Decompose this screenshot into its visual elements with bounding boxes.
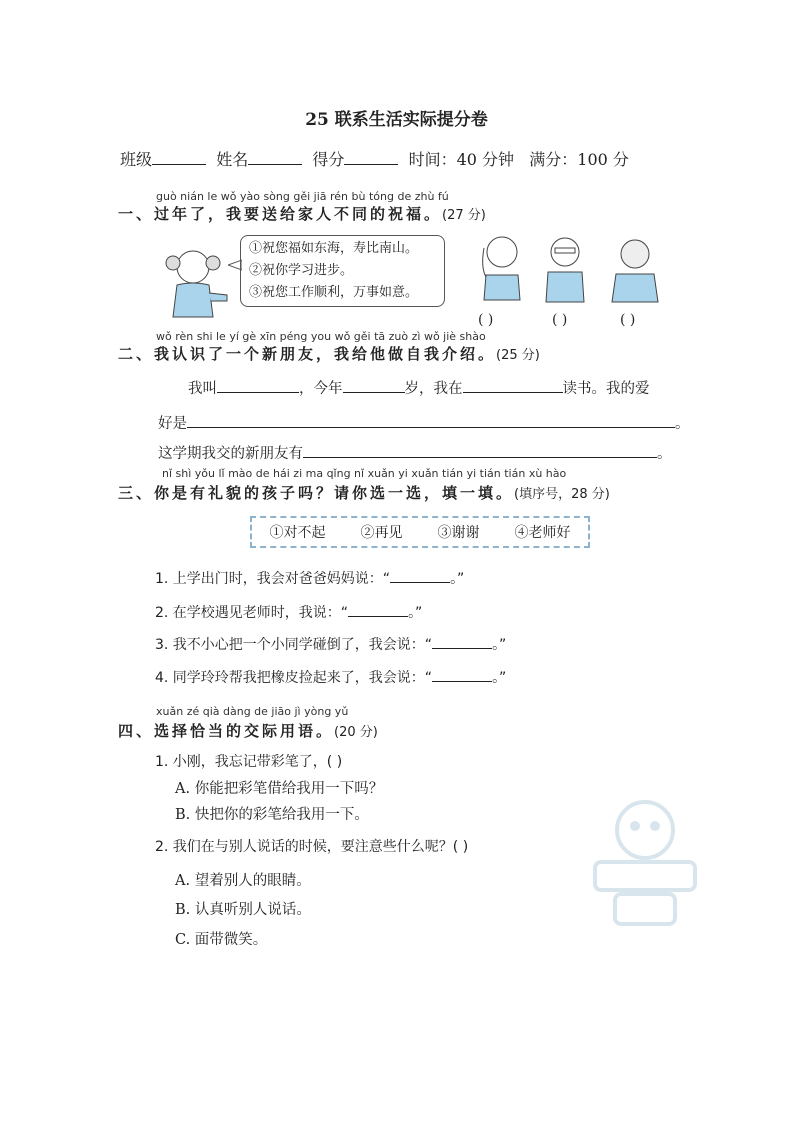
text: 。	[657, 446, 672, 462]
wish-3: ③祝您工作顺利，万事如意。	[249, 285, 419, 300]
heading-text: 三、你是有礼貌的孩子吗？请你选一选，填一填。	[118, 484, 515, 502]
text: 。”	[492, 670, 507, 686]
text: 。”	[408, 605, 423, 621]
text: 岁，我在	[404, 381, 463, 397]
option-4: ④老师好	[514, 525, 571, 541]
q2-option-c[interactable]: C. 面带微笑。	[175, 932, 268, 948]
heading-text: 一、过年了，我要送给家人不同的祝福。	[118, 205, 443, 223]
class-blank[interactable]	[152, 150, 206, 165]
intro-line-3	[158, 442, 672, 463]
text: 。	[675, 416, 690, 432]
answer-blank[interactable]	[390, 568, 450, 583]
text: 4. 同学玲玲帮我把橡皮捡起来了，我会说：“	[155, 670, 433, 686]
answer-blank[interactable]	[432, 634, 492, 649]
wish-2: ②祝你学习进步。	[249, 263, 354, 278]
fill-item-3	[155, 634, 506, 654]
name-blank[interactable]	[248, 150, 302, 165]
question-1[interactable]: 1. 小刚，我忘记带彩笔了，( )	[155, 754, 343, 770]
fill-item-2	[155, 602, 422, 622]
name-label: 姓名	[216, 150, 249, 169]
text: 。”	[492, 637, 507, 653]
section4-pinyin: xuǎn zé qià dàng de jiāo jì yòng yǔ	[156, 705, 349, 718]
name-fill[interactable]	[217, 378, 299, 393]
class-label: 班级	[120, 150, 153, 169]
points: (27 分)	[442, 208, 486, 223]
father-figure	[546, 238, 584, 302]
question-2[interactable]: 2. 我们在与别人说话的时候，要注意些什么呢？( )	[155, 839, 469, 855]
q1-option-a[interactable]: A. 你能把彩笔借给我用一下吗？	[175, 781, 384, 797]
heading-text: 四、选择恰当的交际用语。	[118, 722, 335, 740]
section3-pinyin: nǐ shì yǒu lǐ mào de hái zi ma qǐng nǐ xuǎn yi xuǎn tián yi tián tián xù hào	[162, 467, 567, 480]
full-score-text: 满分：100 分	[529, 150, 629, 169]
text: 读书。我的爱	[562, 381, 650, 397]
text: 好是	[158, 416, 187, 432]
family-illustrations	[470, 230, 680, 305]
points: (填序号，28 分)	[514, 487, 610, 502]
score-blank[interactable]	[344, 150, 398, 165]
fill-item-1	[155, 568, 464, 588]
info-line	[120, 147, 629, 170]
intro-line-2	[158, 412, 690, 433]
text: 1. 上学出门时，我会对爸爸妈妈说：“	[155, 571, 391, 587]
time-text: 时间：40 分钟	[408, 150, 515, 169]
school-fill[interactable]	[463, 378, 563, 393]
text: 。”	[450, 571, 465, 587]
answer-paren-girl[interactable]: ( )	[478, 312, 494, 328]
q1-option-b[interactable]: B. 快把你的彩笔给我用一下。	[175, 807, 369, 823]
hobby-fill[interactable]	[187, 413, 675, 428]
text: 3. 我不小心把一个小同学碰倒了，我会说：“	[155, 637, 433, 653]
section4-heading	[118, 720, 378, 741]
girl-speaking-illustration	[155, 245, 235, 320]
wish-1: ①祝您福如东海，寿比南山。	[249, 241, 419, 256]
option-3: ③谢谢	[437, 525, 480, 541]
section2-heading	[118, 343, 540, 364]
section3-heading	[118, 482, 610, 503]
answer-blank[interactable]	[432, 667, 492, 682]
intro-line-1	[188, 377, 650, 398]
friends-fill[interactable]	[303, 443, 657, 458]
grandmother-figure	[612, 240, 658, 302]
text: 这学期我交的新朋友有	[158, 446, 303, 462]
points: (25 分)	[496, 348, 540, 363]
points: (20 分)	[334, 725, 378, 740]
heading-text: 二、我认识了一个新朋友，我给他做自我介绍。	[118, 345, 497, 363]
answer-blank[interactable]	[348, 602, 408, 617]
option-1: ①对不起	[269, 525, 326, 541]
q2-option-a[interactable]: A. 望着别人的眼睛。	[175, 873, 311, 889]
section1-pinyin: guò nián le wǒ yào sòng gěi jiā rén bù tóng de zhù fú	[156, 190, 449, 203]
watermark-logo	[590, 790, 700, 930]
fill-item-4	[155, 667, 506, 687]
speech-bubble	[240, 235, 445, 307]
age-fill[interactable]	[343, 378, 405, 393]
option-2: ②再见	[360, 525, 403, 541]
text: ，今年	[299, 381, 343, 397]
page-title: 25 联系生活实际提分卷	[305, 110, 488, 130]
girl-figure	[483, 237, 520, 300]
text: 我叫	[188, 381, 217, 397]
score-label: 得分	[312, 150, 345, 169]
answer-paren-grandmother[interactable]: ( )	[620, 312, 636, 328]
text: 2. 在学校遇见老师时，我说：“	[155, 605, 349, 621]
section2-pinyin: wǒ rèn shi le yí gè xīn péng you wǒ gěi tā zuò zì wǒ jiè shào	[156, 330, 486, 343]
answer-paren-father[interactable]: ( )	[552, 312, 568, 328]
section1-heading	[118, 203, 486, 224]
q2-option-b[interactable]: B. 认真听别人说话。	[175, 902, 311, 918]
options-box	[250, 516, 590, 548]
